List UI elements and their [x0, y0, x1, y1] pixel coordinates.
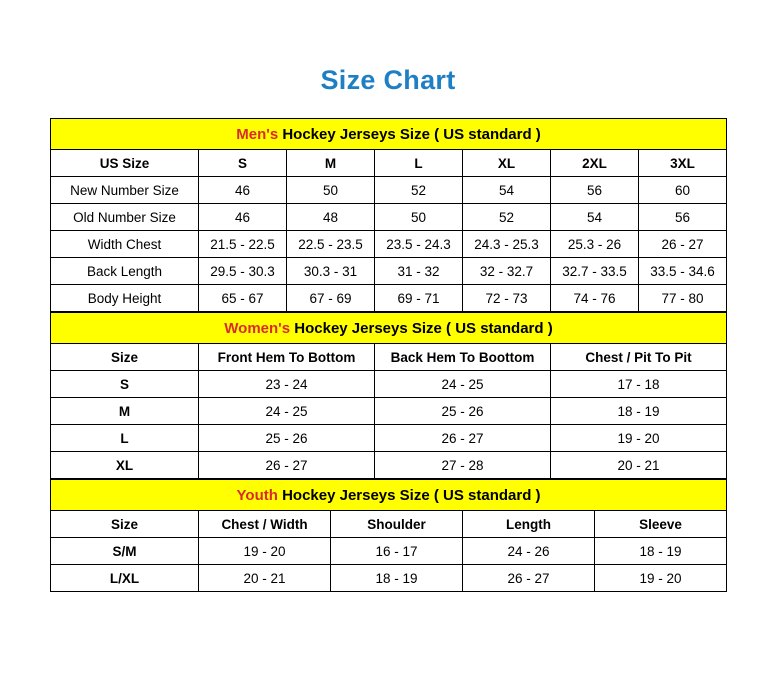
table-cell: 72 - 73	[463, 285, 551, 312]
youth-header-row	[51, 511, 727, 538]
mens-banner-cell	[51, 119, 727, 150]
table-row	[51, 285, 727, 312]
table-row	[51, 425, 727, 452]
womens-header-row	[51, 344, 727, 371]
table-cell: 23 - 24	[199, 371, 375, 398]
womens-size-table	[50, 312, 727, 479]
womens-header-cell: Front Hem To Bottom	[199, 344, 375, 371]
womens-header-cell: Chest / Pit To Pit	[551, 344, 727, 371]
table-row	[51, 565, 727, 592]
table-cell: 50	[375, 204, 463, 231]
table-cell: 24.3 - 25.3	[463, 231, 551, 258]
womens-header-cell: Size	[51, 344, 199, 371]
table-cell: 32.7 - 33.5	[551, 258, 639, 285]
table-cell: 67 - 69	[287, 285, 375, 312]
table-cell: 69 - 71	[375, 285, 463, 312]
table-cell: 30.3 - 31	[287, 258, 375, 285]
youth-header-cell: Sleeve	[595, 511, 727, 538]
table-cell: 19 - 20	[595, 565, 727, 592]
mens-header-row	[51, 150, 727, 177]
table-cell: 18 - 19	[331, 565, 463, 592]
row-label: XL	[51, 452, 199, 479]
row-label: Back Length	[51, 258, 199, 285]
youth-banner-accent: Youth	[236, 486, 278, 504]
table-cell: 21.5 - 22.5	[199, 231, 287, 258]
youth-header-cell: Shoulder	[331, 511, 463, 538]
table-cell: 25 - 26	[199, 425, 375, 452]
mens-banner-row	[51, 119, 727, 150]
mens-header-cell: 3XL	[639, 150, 727, 177]
womens-banner-row	[51, 313, 727, 344]
table-cell: 18 - 19	[595, 538, 727, 565]
mens-banner-rest: Hockey Jerseys Size ( US standard )	[278, 125, 541, 143]
table-cell: 19 - 20	[199, 538, 331, 565]
youth-banner-cell	[51, 480, 727, 511]
table-cell: 26 - 27	[375, 425, 551, 452]
mens-header-cell: XL	[463, 150, 551, 177]
mens-header-cell: L	[375, 150, 463, 177]
youth-header-cell: Length	[463, 511, 595, 538]
table-cell: 77 - 80	[639, 285, 727, 312]
youth-size-table	[50, 479, 727, 592]
row-label: L/XL	[51, 565, 199, 592]
table-cell: 17 - 18	[551, 371, 727, 398]
youth-banner-row	[51, 480, 727, 511]
womens-banner-rest: Hockey Jerseys Size ( US standard )	[290, 319, 553, 337]
table-cell: 50	[287, 177, 375, 204]
row-label: S	[51, 371, 199, 398]
mens-header-cell: US Size	[51, 150, 199, 177]
table-cell: 52	[375, 177, 463, 204]
row-label: New Number Size	[51, 177, 199, 204]
table-cell: 27 - 28	[375, 452, 551, 479]
table-row	[51, 452, 727, 479]
table-cell: 26 - 27	[199, 452, 375, 479]
row-label: S/M	[51, 538, 199, 565]
youth-header-cell: Size	[51, 511, 199, 538]
table-cell: 60	[639, 177, 727, 204]
mens-header-cell: S	[199, 150, 287, 177]
row-label: M	[51, 398, 199, 425]
table-cell: 52	[463, 204, 551, 231]
table-cell: 65 - 67	[199, 285, 287, 312]
table-cell: 23.5 - 24.3	[375, 231, 463, 258]
table-cell: 74 - 76	[551, 285, 639, 312]
row-label: L	[51, 425, 199, 452]
mens-banner-accent: Men's	[236, 125, 279, 143]
table-cell: 22.5 - 23.5	[287, 231, 375, 258]
table-cell: 48	[287, 204, 375, 231]
table-cell: 46	[199, 204, 287, 231]
row-label: Width Chest	[51, 231, 199, 258]
table-cell: 25 - 26	[375, 398, 551, 425]
table-cell: 26 - 27	[463, 565, 595, 592]
table-cell: 25.3 - 26	[551, 231, 639, 258]
table-cell: 19 - 20	[551, 425, 727, 452]
mens-header-cell: M	[287, 150, 375, 177]
womens-banner-accent: Women's	[224, 319, 291, 337]
table-cell: 20 - 21	[199, 565, 331, 592]
table-cell: 29.5 - 30.3	[199, 258, 287, 285]
table-row	[51, 538, 727, 565]
womens-header-cell: Back Hem To Boottom	[375, 344, 551, 371]
table-cell: 24 - 25	[199, 398, 375, 425]
table-cell: 24 - 26	[463, 538, 595, 565]
table-cell: 56	[551, 177, 639, 204]
row-label: Old Number Size	[51, 204, 199, 231]
youth-header-cell: Chest / Width	[199, 511, 331, 538]
table-cell: 16 - 17	[331, 538, 463, 565]
table-row	[51, 371, 727, 398]
table-cell: 54	[463, 177, 551, 204]
table-cell: 33.5 - 34.6	[639, 258, 727, 285]
size-chart-wrapper	[50, 118, 726, 592]
table-row	[51, 258, 727, 285]
mens-size-table	[50, 118, 727, 312]
table-cell: 18 - 19	[551, 398, 727, 425]
table-row	[51, 398, 727, 425]
table-cell: 26 - 27	[639, 231, 727, 258]
table-cell: 32 - 32.7	[463, 258, 551, 285]
table-cell: 31 - 32	[375, 258, 463, 285]
table-cell: 56	[639, 204, 727, 231]
youth-banner-rest: Hockey Jerseys Size ( US standard )	[277, 486, 541, 504]
mens-header-cell: 2XL	[551, 150, 639, 177]
table-cell: 54	[551, 204, 639, 231]
table-row	[51, 204, 727, 231]
row-label: Body Height	[51, 285, 199, 312]
table-cell: 46	[199, 177, 287, 204]
table-cell: 20 - 21	[551, 452, 727, 479]
table-row	[51, 177, 727, 204]
page-title: Size Chart	[320, 65, 456, 95]
womens-banner-cell	[51, 313, 727, 344]
table-row	[51, 231, 727, 258]
table-cell: 24 - 25	[375, 371, 551, 398]
